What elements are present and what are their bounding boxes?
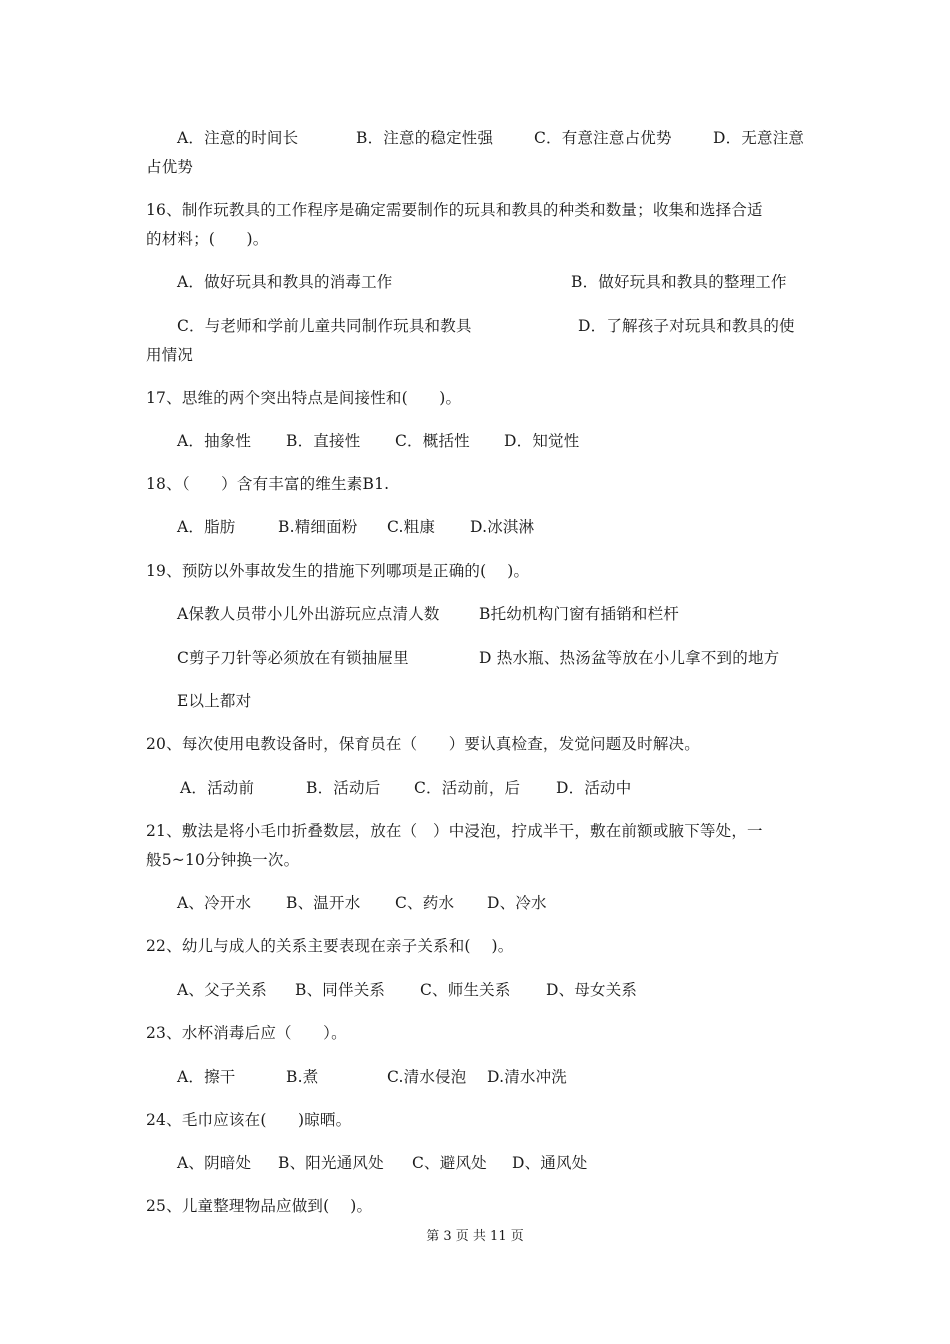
q15-option-d-continued: 占优势 bbox=[146, 158, 194, 176]
q22-option-c: C、师生关系 bbox=[420, 981, 511, 999]
page-footer: 第 3 页 共 11 页 bbox=[426, 1229, 524, 1244]
q18-option-d: D.冰淇淋 bbox=[470, 518, 535, 536]
q24-stem: 24、毛巾应该在( )晾晒。 bbox=[146, 1111, 352, 1129]
q15-option-a: A．注意的时间长 bbox=[177, 129, 299, 147]
q16-option-c: C．与老师和学前儿童共同制作玩具和教具 bbox=[177, 317, 472, 335]
q24-option-b: B、阳光通风处 bbox=[278, 1154, 384, 1172]
q15-option-b: B．注意的稳定性强 bbox=[356, 129, 494, 147]
q22-option-d: D、母女关系 bbox=[546, 981, 638, 999]
q20-option-b: B．活动后 bbox=[306, 779, 381, 797]
q23-stem: 23、水杯消毒后应（ ）。 bbox=[146, 1024, 347, 1042]
q23-option-c: C.清水侵泡 bbox=[387, 1068, 467, 1086]
q18-option-a: A．脂肪 bbox=[177, 518, 236, 536]
q19-option-e: E以上都对 bbox=[177, 692, 252, 710]
q22-option-b: B、同伴关系 bbox=[295, 981, 386, 999]
q17-option-c: C．概括性 bbox=[395, 432, 470, 450]
q23-option-b: B.煮 bbox=[286, 1068, 319, 1086]
q16-option-b: B．做好玩具和教具的整理工作 bbox=[571, 273, 787, 291]
q19-option-b: B托幼机构门窗有插销和栏杆 bbox=[479, 605, 679, 623]
q19-option-c: C剪子刀针等必须放在有锁抽屉里 bbox=[177, 649, 409, 667]
q23-option-a: A．擦干 bbox=[177, 1068, 236, 1086]
q21-option-c: C、药水 bbox=[395, 894, 455, 912]
q16-stem-line1: 16、制作玩教具的工作程序是确定需要制作的玩具和教具的种类和数量；收集和选择合适 bbox=[146, 201, 763, 219]
q16-option-d: D．了解孩子对玩具和教具的使 bbox=[578, 317, 795, 335]
q21-stem-line1: 21、敷法是将小毛巾折叠数层，放在（ ）中浸泡，拧成半干，敷在前额或腋下等处，一 bbox=[146, 822, 763, 840]
q18-stem: 18、（ ）含有丰富的维生素B1. bbox=[146, 475, 390, 493]
q15-option-c: C．有意注意占优势 bbox=[534, 129, 672, 147]
q16-stem-line2: 的材料；( )。 bbox=[146, 230, 269, 248]
q16-option-a: A．做好玩具和教具的消毒工作 bbox=[177, 273, 393, 291]
q24-option-d: D、通风处 bbox=[512, 1154, 588, 1172]
q18-option-c: C.粗康 bbox=[387, 518, 436, 536]
q20-option-d: D．活动中 bbox=[556, 779, 632, 797]
q24-option-c: C、避风处 bbox=[412, 1154, 487, 1172]
q17-option-a: A．抽象性 bbox=[177, 432, 252, 450]
q18-option-b: B.精细面粉 bbox=[278, 518, 358, 536]
q20-option-c: C．活动前，后 bbox=[414, 779, 521, 797]
q20-option-a: A．活动前 bbox=[180, 779, 255, 797]
q25-stem: 25、儿童整理物品应做到( )。 bbox=[146, 1197, 373, 1215]
q17-stem: 17、思维的两个突出特点是间接性和( )。 bbox=[146, 389, 462, 407]
q17-option-b: B．直接性 bbox=[286, 432, 361, 450]
q21-option-b: B、温开水 bbox=[286, 894, 361, 912]
q19-option-d: D 热水瓶、热汤盆等放在小儿拿不到的地方 bbox=[479, 649, 780, 667]
q22-option-a: A、父子关系 bbox=[177, 981, 267, 999]
q16-option-d-continued: 用情况 bbox=[146, 346, 194, 364]
q19-stem: 19、预防以外事故发生的措施下列哪项是正确的( )。 bbox=[146, 562, 530, 580]
q22-stem: 22、幼儿与成人的关系主要表现在亲子关系和( )。 bbox=[146, 937, 514, 955]
q19-option-a: A保教人员带小儿外出游玩应点清人数 bbox=[177, 605, 440, 623]
q15-option-d: D．无意注意 bbox=[713, 129, 805, 147]
q21-option-a: A、冷开水 bbox=[177, 894, 252, 912]
q23-option-d: D.清水冲洗 bbox=[487, 1068, 568, 1086]
q17-option-d: D．知觉性 bbox=[504, 432, 580, 450]
q20-stem: 20、每次使用电教设备时，保育员在（ ）要认真检查，发觉问题及时解决。 bbox=[146, 735, 700, 753]
q24-option-a: A、阴暗处 bbox=[177, 1154, 252, 1172]
q21-stem-line2: 般5~10分钟换一次。 bbox=[146, 851, 300, 869]
q21-option-d: D、冷水 bbox=[487, 894, 547, 912]
